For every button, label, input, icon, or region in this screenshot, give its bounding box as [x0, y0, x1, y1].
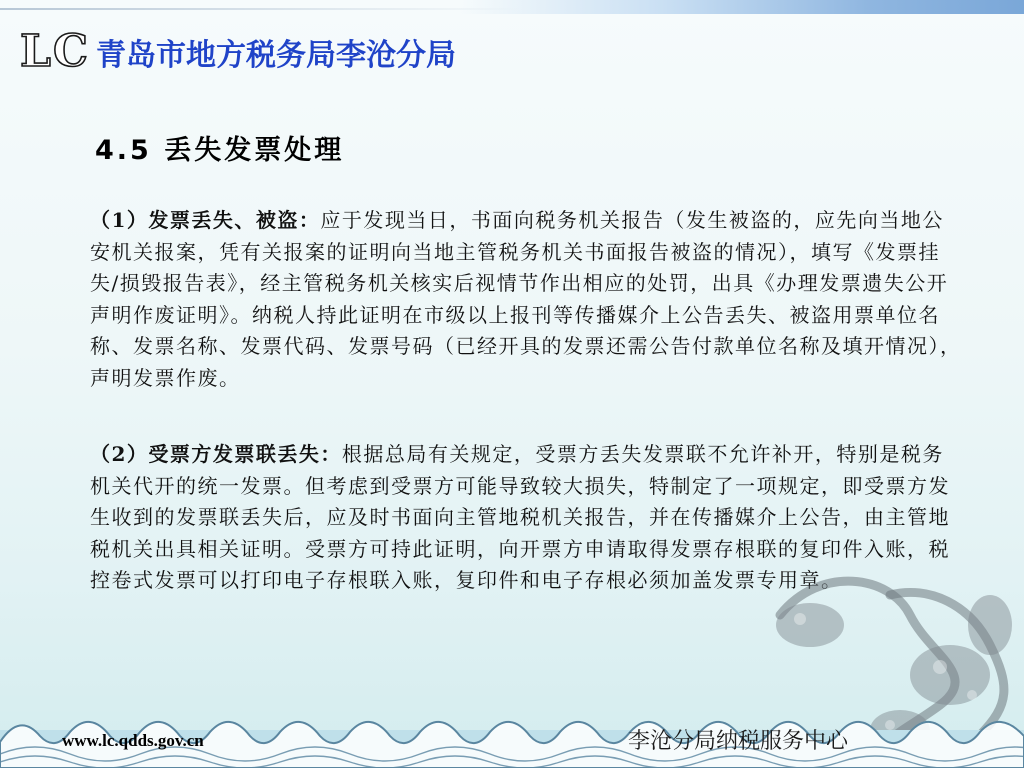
svg-text:LC: LC — [20, 26, 90, 77]
paragraph-lost-stolen — [90, 205, 962, 394]
paragraph-body: 应于发现当日，书面向税务机关报告（发生被盗的，应先向当地公安机关报案，凭有关报案的证明向当地主管税务机关书面报告被盗的情况），填写《发票挂失/损毁报告表》，经主管税务机关核实后视情节作出相应的处罚，出具《办理发票遗失公开声明作废证明》。纳税人持此证明在市级以上报刊等传播媒介上公告丢失、被盗用票单位名称、发票名称、发票代码、发票号码（已经开具的发票还需公告付款单位名称及填开情况），声明发票作废。 — [90, 208, 962, 390]
top-divider-line — [0, 8, 520, 10]
footer-center-text: 李沧分局纳税服务中心 — [628, 729, 849, 754]
paragraph-lead: （2）受票方发票联丢失： — [90, 442, 342, 466]
paragraph-lead: （1）发票丢失、被盗： — [90, 208, 321, 232]
paragraph-body: 根据总局有关规定，受票方丢失发票联不允许补开，特别是税务机关代开的统一发票。但考虑到受票方可能导致较大损失，特制定了一项规定，即受票方发生收到的发票联丢失后，应及时书面向主管地税机关报告，并在传播媒介上公告，由主管地税机关出具相关证明。受票方可持此证明，向开票方申请取得发票存根联的复印件入账，税控卷式发票可以打印电子存根联入账，复印件和电子存根必须加盖发票专用章。 — [90, 442, 950, 592]
section-title: 4.5 丢失发票处理 — [95, 135, 345, 166]
header-title: 青岛市地方税务局李沧分局 — [96, 38, 456, 73]
top-gradient-bar — [0, 0, 1024, 14]
lc-logo-icon — [18, 26, 90, 77]
footer-url-link[interactable]: www.lc.qdds.gov.cn — [62, 731, 204, 750]
